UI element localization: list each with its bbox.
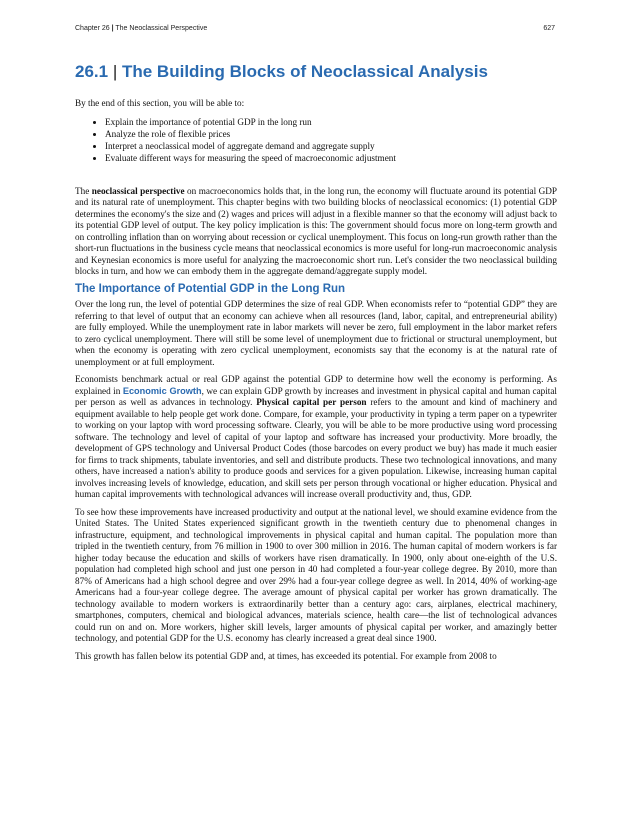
body-paragraph: To see how these improvements have increased productivity and output at the national level, we should examine evidence from the United States. The United States experienced significant growth in the twentieth century due to phenomenal changes in infrastructure, equipment, and technological improvements in physical capital and human capital. The population more than tripled in the twentieth century, from 76 million in 1900 to over 300 million in 2016. The human capital of modern workers is far higher today because the education and skills of workers have risen dramatically. In 1900, only about one-eighth of the U.S. population had completed high school and just one person in 40 had completed a four-year college degree. By 2010, more than 87% of Americans had a high school degree and over 29% had a four-year college degree as well. In 2014, 40% of working-age Americans had a four-year college degree. The average amount of physical capital per worker has grown dramatically. The technology available to modern workers is extraordinarily better than a century ago: cars, airplanes, electrical machinery, smartphones, computers, chemical and biological advances, materials science, health care—the list of technological advances could run on and on. More workers, higher skill levels, larger amounts of physical capital per worker, and amazingly better technology, and potential GDP for the U.S. economy has clearly increased a great deal since 1900. — [75, 506, 557, 643]
subsection-heading: The Importance of Potential GDP in the Long Run — [75, 282, 346, 295]
body-paragraph: Economists benchmark actual or real GDP against the potential GDP to determine how well the economy is performing. As explained in Economic Growth, we can explain GDP growth by increases and investment in physical capital and human capital per person as well as advances in technology. Physical capital per person refers to the amount and kind of machinery and equipment available to help people get work done. Compare, for example, your productivity in typing a term paper on a typewriter to working on your laptop with word processing software. Clearly, you will be able to be more productive using word processing software. The technology and level of capital of your laptop and software has increased your productivity. More broadly, the development of GPS technology and Universal Product Codes (those barcodes on every product we buy) has made it much easier for firms to track shipments, tabulate inventories, and sell and distribute products. These two technological innovations, and many others, have increased a nation's ability to produce goods and services for a given population. Likewise, increasing human capital involves increasing levels of knowledge, education, and skill sets per person through vocational or higher education. Physical and human capital improvements with technological advances will increase overall productivity and, thus, GDP. — [75, 374, 558, 499]
chapter-label: Chapter 26 | The Neoclassical Perspective — [75, 25, 208, 32]
section-title — [75, 62, 488, 82]
body-paragraph: This growth has fallen below its potential GDP and, at times, has exceeded its potential. For example from 2008 to — [75, 650, 497, 661]
section-heading: The Building Blocks of Neoclassical Analysis — [121, 62, 488, 81]
page-content — [75, 98, 557, 668]
section-number: 26.1 — [75, 62, 109, 81]
list-item: • Explain the importance of potential GDP in the long run — [105, 116, 557, 128]
objectives-intro: By the end of this section, you will be able to: — [75, 98, 245, 108]
learning-objectives-list — [75, 116, 557, 164]
key-term: neoclassical perspective — [91, 185, 185, 196]
key-term: Physical capital per person — [256, 397, 367, 407]
page-number: 627 — [543, 25, 555, 32]
list-item: • Analyze the role of flexible prices — [105, 128, 557, 140]
section-separator: | — [112, 62, 118, 81]
intro-paragraph: The neoclassical perspective on macroeconomics holds that, in the long run, the economy will fluctuate around its potential GDP and its natural rate of unemployment. This chapter begins with two building blocks of neoclassical economics: (1) potential GDP determines the economy's the size and (2) wages and prices will adjust in a flexible manner so that the economy will adjust back to its potential GDP level of output. The key policy implication is this: The government should focus more on long-term growth and on controlling inflation than on worrying about recession or cyclical unemployment. This focus on long-run growth rather than the short-run fluctuations in the business cycle means that neoclassical economics is more useful for long-run macroeconomic analysis and Keynesian economics is more useful for analyzing the macroeconomic short run. Let's consider the two neoclassical building blocks in turn, and how we can embody them in the aggregate demand/aggregate supply model. — [75, 185, 557, 276]
economic-growth-link[interactable]: Economic Growth — [122, 385, 202, 396]
list-item: • Evaluate different ways for measuring the speed of macroeconomic adjustment — [105, 152, 557, 164]
body-paragraph: Over the long run, the level of potential GDP determines the size of real GDP. When economists refer to “potential GDP” they are referring to that level of output that an economy can achieve when all resources (land, labor, capital, and entrepreneurial ability) are fully employed. While the unemployment rate in labor markets will never be zero, full employment in the labor market refers to zero cyclical unemployment. There will still be some level of unemployment due to frictional or structural unemployment, but when the economy is operating with zero cyclical unemployment, economists say that the economy is at the natural rate of unemployment or at full employment. — [75, 299, 557, 367]
list-item: • Interpret a neoclassical model of aggregate demand and aggregate supply — [105, 140, 557, 152]
